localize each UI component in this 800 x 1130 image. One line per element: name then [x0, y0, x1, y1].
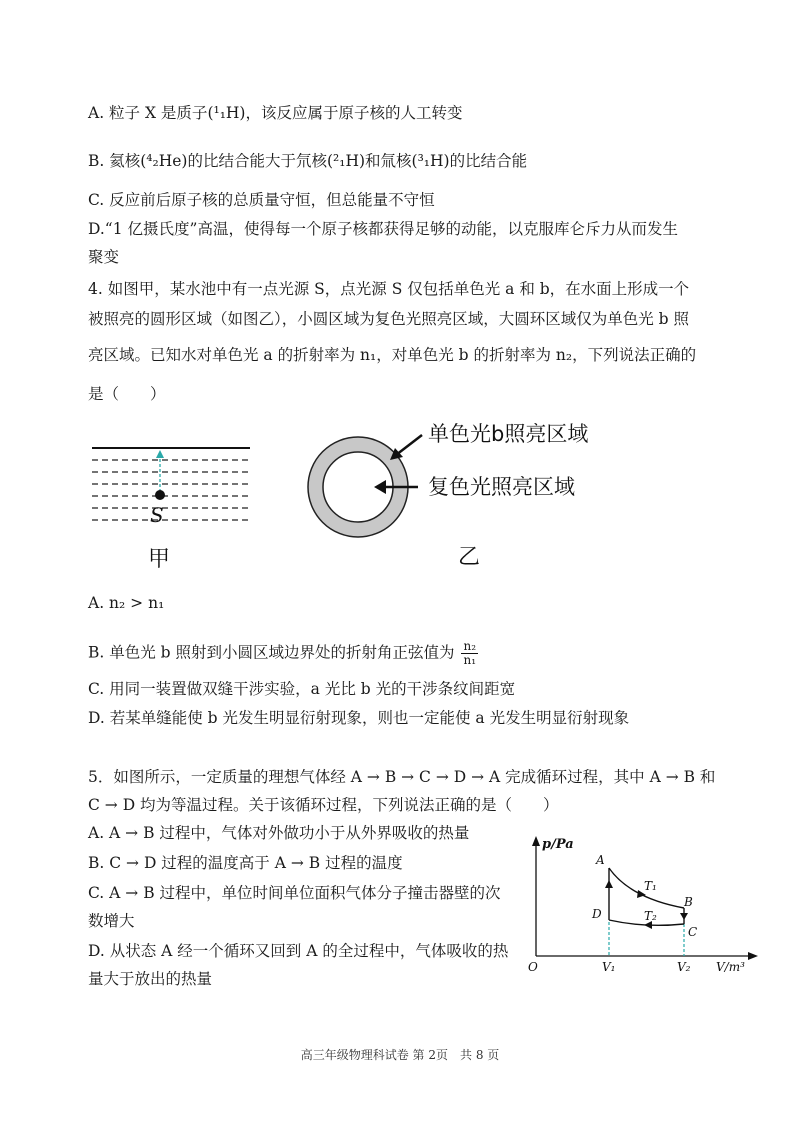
q4-stem-line4: 是（ ）: [88, 385, 166, 403]
q5-option-b: B. C → D 过程的温度高于 A → B 过程的温度: [88, 854, 403, 872]
point-a-label: A: [596, 853, 605, 867]
q3-option-d-line2: 聚变: [88, 248, 120, 266]
t1-label: T₁: [644, 879, 657, 893]
q3-option-d-line1: D.“1 亿摄氏度”高温，使得每一个原子核都获得足够的动能，以克服库仑斥力从而发生: [88, 220, 678, 238]
caption-jia: 甲: [148, 547, 171, 572]
point-d-label: D: [592, 907, 602, 921]
q5-stem-line1: 5．如图所示，一定质量的理想气体经 A → B → C → D → A 完成循环过程，其中 A → B 和: [88, 768, 716, 786]
figure-jia: [88, 440, 258, 580]
q4-stem-line3: 亮区域。已知水对单色光 a 的折射率为 n₁，对单色光 b 的折射率为 n₂，下列说法正确的: [88, 346, 697, 364]
q3-option-b-pre: B. 氦核: [88, 152, 141, 170]
v2-label: V₂: [677, 960, 691, 974]
q3-option-a-pre: A. 粒子 X 是质子: [88, 104, 208, 122]
q4-option-b: [88, 640, 478, 667]
ring-label: 单色光b照亮区域: [428, 422, 589, 446]
fraction: [461, 640, 478, 667]
y-axis-label: p/Pa: [542, 837, 574, 852]
point-c-label: C: [688, 925, 698, 939]
q3-option-b-mid2: 和氚核: [365, 152, 412, 170]
t2-label: T₂: [644, 909, 657, 923]
q5-option-c-line1: C. A → B 过程中，单位时间单位面积气体分子撞击器壁的次: [88, 884, 501, 902]
q4-stem-line2: 被照亮的圆形区域（如图乙），小圆区域为复色光照亮区域，大圆环区域仅为单色光 b 照: [88, 310, 690, 328]
source-label: S: [150, 503, 164, 527]
v1-label: V₁: [602, 960, 616, 974]
caption-yi: 乙: [458, 545, 481, 570]
q5-option-d-line1: D. 从状态 A 经一个循环又回到 A 的全过程中，气体吸收的热: [88, 942, 509, 960]
q5-option-c-line2: 数增大: [88, 912, 135, 930]
q3-option-a: [88, 102, 463, 124]
tritium-symbol: (³₁H): [411, 152, 450, 170]
point-b-label: B: [684, 895, 693, 909]
figure-yi: [300, 415, 660, 575]
page-footer: 高三年级物理科试卷 第 2页 共 8 页: [300, 1048, 500, 1062]
q4-option-d: D. 若某单缝能使 b 光发生明显衍射现象，则也一定能使 a 光发生明显衍射现象: [88, 709, 630, 727]
helium-symbol: (⁴₂He): [140, 152, 188, 170]
pv-graph: [520, 828, 770, 988]
deuterium-symbol: (²₁H): [326, 152, 366, 170]
fraction-numerator: n₂: [463, 639, 477, 653]
q5-option-d-line2: 量大于放出的热量: [88, 970, 213, 988]
q3-option-a-post: ，该反应属于原子核的人工转变: [245, 104, 463, 122]
proton-symbol: (¹₁H): [207, 104, 246, 122]
q4-option-c: C. 用同一装置做双缝干涉实验，a 光比 b 光的干涉条纹间距宽: [88, 680, 516, 698]
q5-option-a: A. A → B 过程中，气体对外做功小于从外界吸收的热量: [88, 824, 470, 842]
origin-label: O: [528, 960, 538, 974]
x-axis-label: V/m³: [716, 960, 745, 974]
q4-option-a: A. n₂ > n₁: [88, 594, 165, 612]
light-source-dot: [155, 490, 165, 500]
q4-option-b-text: B. 单色光 b 照射到小圆区域边界处的折射角正弦值为: [88, 643, 455, 662]
q3-option-c: C. 反应前后原子核的总质量守恒，但总能量不守恒: [88, 191, 435, 209]
q3-option-b-post: 的比结合能: [449, 152, 528, 170]
inner-label: 复色光照亮区域: [428, 475, 575, 499]
q3-option-b: [88, 150, 527, 172]
q4-stem-line1: 4. 如图甲，某水池中有一点光源 S，点光源 S 仅包括单色光 a 和 b，在水面上形成一个: [88, 280, 690, 298]
fraction-denominator: n₁: [463, 653, 477, 667]
q5-stem-line2: C → D 均为等温过程。关于该循环过程，下列说法正确的是（ ）: [88, 796, 559, 814]
q3-option-b-mid1: 的比结合能大于氘核: [187, 152, 327, 170]
